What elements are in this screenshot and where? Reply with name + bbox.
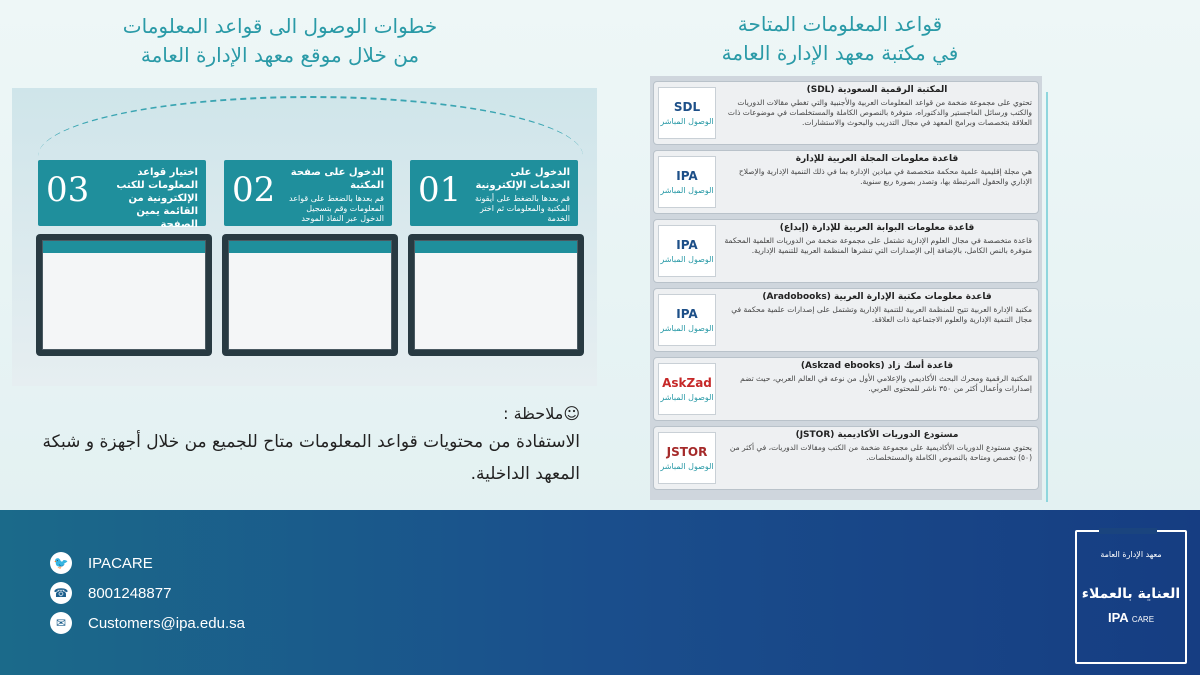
db-card-aradobooks: IPA الوصول المباشر قاعدة معلومات مكتبة الإدارة العربية (Aradobooks) مكتبة الإدارة العربية تتيح للمنظمة العربية للتنمية الإدارية وتشتمل على إصدارات علمية محكمة في مجال التنمية الإدارية والعلوم الاجتماعية ذات العلاقة. [653, 288, 1039, 352]
step-1-banner: 01 الدخول على الخدمات الإلكترونية قم بعدها بالضغط على أيقونة المكتبة والمعلومات ثم اختر الخدمة [410, 160, 578, 226]
ipa-care-logo: IPA CARE [1107, 610, 1155, 625]
email-icon: ✉ [50, 612, 72, 634]
ipa-logo[interactable]: IPA الوصول المباشر [658, 294, 716, 346]
phone-contact[interactable]: ☎ 8001248877 [50, 582, 171, 604]
db-card-askzad: AskZad الوصول المباشر قاعدة أسك زاد (Askzad ebooks) المكتبة الرقمية ومحرك البحث الأكاديمي والإعلامي الأول من نوعه في العالم العربي، حيث تضم إصدارات وأعمال أكثر من ٣٥٠ ناشر للمحتوى العربي. [653, 357, 1039, 421]
step-2-banner: 02 الدخول على صفحة المكتبة قم بعدها بالضغط على قواعد المعلومات وقم بتسجيل الدخول عبر النفاذ الموحد [224, 160, 392, 226]
footer [0, 510, 1200, 675]
step-2-monitor [222, 234, 398, 356]
phone-icon: ☎ [50, 582, 72, 604]
askzad-logo[interactable]: AskZad الوصول المباشر [658, 363, 716, 415]
note-text: الاستفادة من محتويات قواعد المعلومات متاح للجميع من خلال أجهزة و شبكة المعهد الداخلية. [42, 432, 580, 484]
db-card-sdl: SDL الوصول المباشر المكتبة الرقمية السعودية (SDL) تحتوي على مجموعة ضخمة من قواعد المعلومات العربية والأجنبية والتي تغطي مقالات الدوريات والكتب ورسائل الماجستير والدكتوراه، متوفرة بالنصوص الكاملة والمستخلصات في موضوعات ذات العلاقة بتخصصات وبرامج المعهد في مجال التدريب والبحوث والاستشارات. [653, 81, 1039, 145]
ipa-logo[interactable]: IPA الوصول المباشر [658, 225, 716, 277]
databases-title: قواعد المعلومات المتاحة في مكتبة معهد الإدارة العامة [721, 12, 959, 65]
access-steps-graphic [12, 88, 597, 386]
twitter-icon: 🐦 [50, 552, 72, 574]
ipa-care-brand [1075, 530, 1187, 664]
sdl-logo[interactable]: SDL الوصول المباشر [658, 87, 716, 139]
twitter-contact[interactable]: 🐦 IPACARE [50, 552, 153, 574]
email-contact[interactable]: ✉ Customers@ipa.edu.sa [50, 612, 245, 634]
step-1-monitor [408, 234, 584, 356]
institute-name: معهد الإدارة العامة [1100, 550, 1162, 559]
steps-title: خطوات الوصول الى قواعد المعلومات من خلال موقع معهد الإدارة العامة [122, 14, 438, 67]
db-card-arab-journal: IPA الوصول المباشر قاعدة معلومات المجلة العربية للإدارة هي مجلة إقليمية علمية محكمة متخصصة في ميادين الإدارة بما في ذلك التنمية الإدارية والإصلاح الإداري والحقول المرتبطة بها، وتصدر بصورة ربع سنوية. [653, 150, 1039, 214]
db-card-jstor: JSTOR الوصول المباشر مستودع الدوريات الأكاديمية (JSTOR) يحتوي مستودع الدوريات الأكاديمية على مجموعة ضخمة من الكتب ومقالات الدوريات، في أكثر من (٥٠) تخصص ومتاحة بالنصوص الكاملة والمستخلصات. [653, 426, 1039, 490]
jstor-logo[interactable]: JSTOR الوصول المباشر [658, 432, 716, 484]
divider-line [1046, 92, 1048, 502]
note-heading: ☺ملاحظة : [503, 404, 580, 423]
ipa-logo[interactable]: IPA الوصول المباشر [658, 156, 716, 208]
step-3-banner: 03 اختيار قواعد المعلومات للكتب الإلكترونية من القائمة يمين الصفحة [38, 160, 206, 226]
db-card-ibdaa: IPA الوصول المباشر قاعدة معلومات البوابة العربية للإدارة (إبداع) قاعدة متخصصة في مجال العلوم الإدارية تشتمل على مجموعة ضخمة من الدوريات العلمية المحكمة متوفرة بالنص الكامل، بالإضافة إلى الإصدارات التي تنشرها المنظمة العربية للتنمية الإدارية. [653, 219, 1039, 283]
step-3-monitor [36, 234, 212, 356]
care-label: العناية بالعملاء [1081, 586, 1181, 602]
databases-panel [650, 76, 1042, 500]
